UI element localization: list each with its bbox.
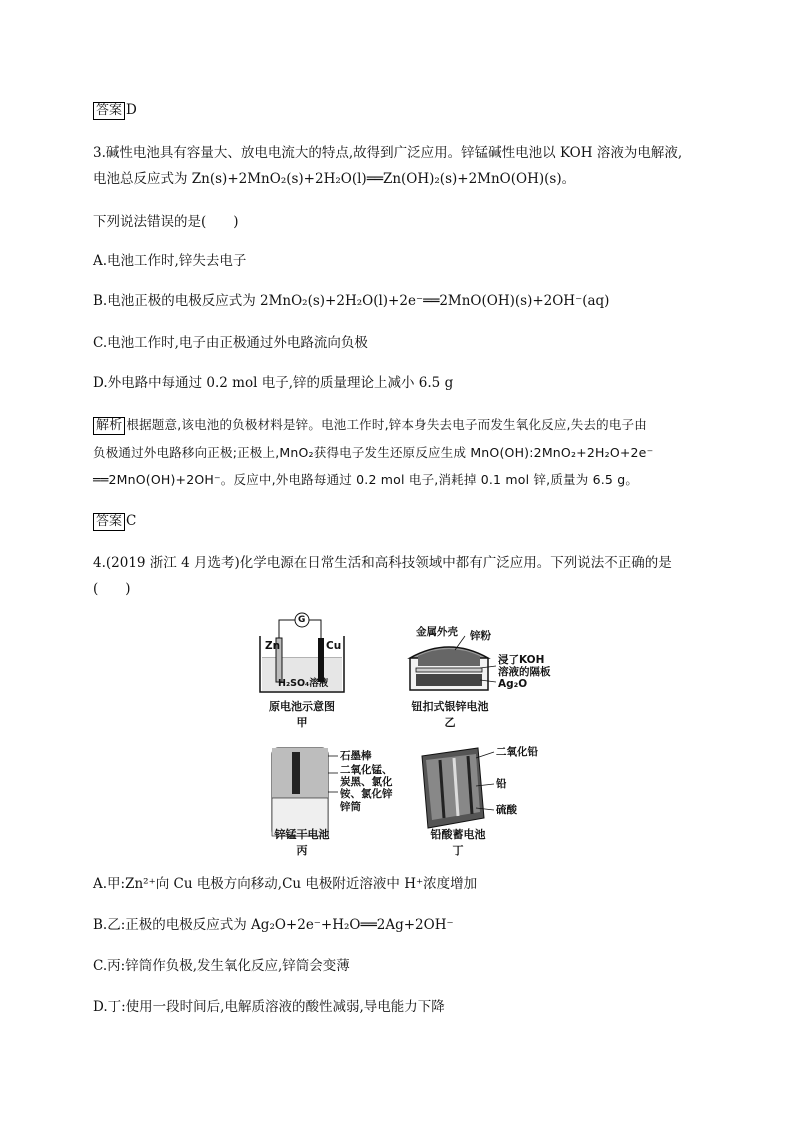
explain-tag: 解析	[93, 417, 125, 435]
q4-stem-line1: 4.(2019 浙江 4 月选考)化学电源在日常生活和高科技领域中都有广泛应用。下列说法不正确的是	[93, 555, 672, 571]
dry-cell-diagram	[272, 748, 338, 836]
ding-caption: 铅酸蓄电池	[430, 828, 486, 841]
ding-label-1: 二氧化铅	[496, 746, 538, 758]
jia-zn-label: Zn	[265, 640, 281, 652]
q3-stem-line1: 3.碱性电池具有容量大、放电电流大的特点,故得到广泛应用。锌锰碱性电池以 KOH 溶液为电解液,	[93, 145, 683, 161]
q4-option-d: D.丁:使用一段时间后,电解质溶液的酸性减弱,导电能力下降	[93, 999, 445, 1015]
q2-answer-line	[93, 100, 137, 120]
q3-explain-line1	[93, 415, 647, 435]
answer-value: C	[126, 513, 137, 529]
bing-label-2: 二氧化锰、	[340, 764, 393, 776]
bing-label-3: 炭黑、氯化	[340, 776, 393, 788]
q3-explain-line2: 负极通过外电路移向正极;正极上,MnO₂获得电子发生还原反应生成 MnO(OH):2MnO₂+2H₂O+2e⁻	[93, 445, 654, 460]
bing-label-1: 石墨棒	[340, 750, 372, 762]
q3-stem-line2: 电池总反应式为 Zn(s)+2MnO₂(s)+2H₂O(l)══Zn(OH)₂(s)+2MnO(OH)(s)。	[93, 171, 576, 187]
battery-figure	[250, 608, 550, 863]
battery-diagrams-svg	[250, 608, 550, 863]
bing-label-4: 铵、氯化锌	[340, 788, 393, 800]
yi-label: 乙	[444, 716, 456, 729]
ding-label-2: 铅	[496, 778, 507, 790]
jia-caption: 原电池示意图	[269, 700, 335, 713]
lead-acid-battery-diagram	[422, 748, 494, 828]
bing-label: 丙	[296, 844, 308, 857]
q3-option-c: C.电池工作时,电子由正极通过外电路流向负极	[93, 335, 368, 351]
q3-question: 下列说法错误的是( )	[93, 214, 239, 230]
q3-answer-line	[93, 511, 136, 531]
yi-sep-label-2: 溶液的隔板	[498, 666, 551, 678]
answer-value: D	[126, 102, 137, 118]
bing-caption: 锌锰干电池	[274, 828, 330, 841]
jia-cu-label: Cu	[326, 640, 342, 652]
ding-label: 丁	[452, 844, 464, 857]
yi-shell-label: 金属外壳	[416, 626, 458, 638]
bing-label-5: 锌筒	[340, 801, 361, 813]
q4-option-a: A.甲:Zn²⁺向 Cu 电极方向移动,Cu 电极附近溶液中 H⁺浓度增加	[93, 876, 478, 892]
q4-option-b: B.乙:正极的电极反应式为 Ag₂O+2e⁻+H₂O══2Ag+2OH⁻	[93, 917, 454, 933]
q4-stem-line2: ( )	[93, 581, 131, 597]
q4-option-c: C.丙:锌筒作负极,发生氧化反应,锌筒会变薄	[93, 958, 350, 974]
galvanometer-icon: G	[298, 615, 306, 625]
answer-tag: 答案	[93, 102, 125, 120]
q3-option-a: A.电池工作时,锌失去电子	[93, 253, 247, 269]
yi-zinc-label: 锌粉	[470, 630, 491, 642]
q3-option-d: D.外电路中每通过 0.2 mol 电子,锌的质量理论上减小 6.5 g	[93, 375, 454, 391]
q3-option-b: B.电池正极的电极反应式为 2MnO₂(s)+2H₂O(l)+2e⁻══2MnO(OH)(s)+2OH⁻(aq)	[93, 293, 610, 309]
jia-solution-label: H₂SO₄溶液	[278, 678, 329, 689]
button-cell-diagram	[410, 636, 496, 690]
ding-label-3: 硫酸	[496, 804, 517, 816]
yi-sep-label-1: 浸了KOH	[498, 654, 545, 666]
answer-tag: 答案	[93, 513, 125, 531]
q3-explain-line3: ══2MnO(OH)+2OH⁻。反应中,外电路每通过 0.2 mol 电子,消耗掉 0.1 mol 锌,质量为 6.5 g。	[93, 472, 639, 487]
explain-text: 根据题意,该电池的负极材料是锌。电池工作时,锌本身失去电子而发生氧化反应,失去的电子由	[126, 417, 647, 432]
yi-ag2o-label: Ag₂O	[498, 678, 528, 690]
jia-label: 甲	[296, 716, 308, 729]
yi-caption: 钮扣式银锌电池	[411, 700, 489, 713]
